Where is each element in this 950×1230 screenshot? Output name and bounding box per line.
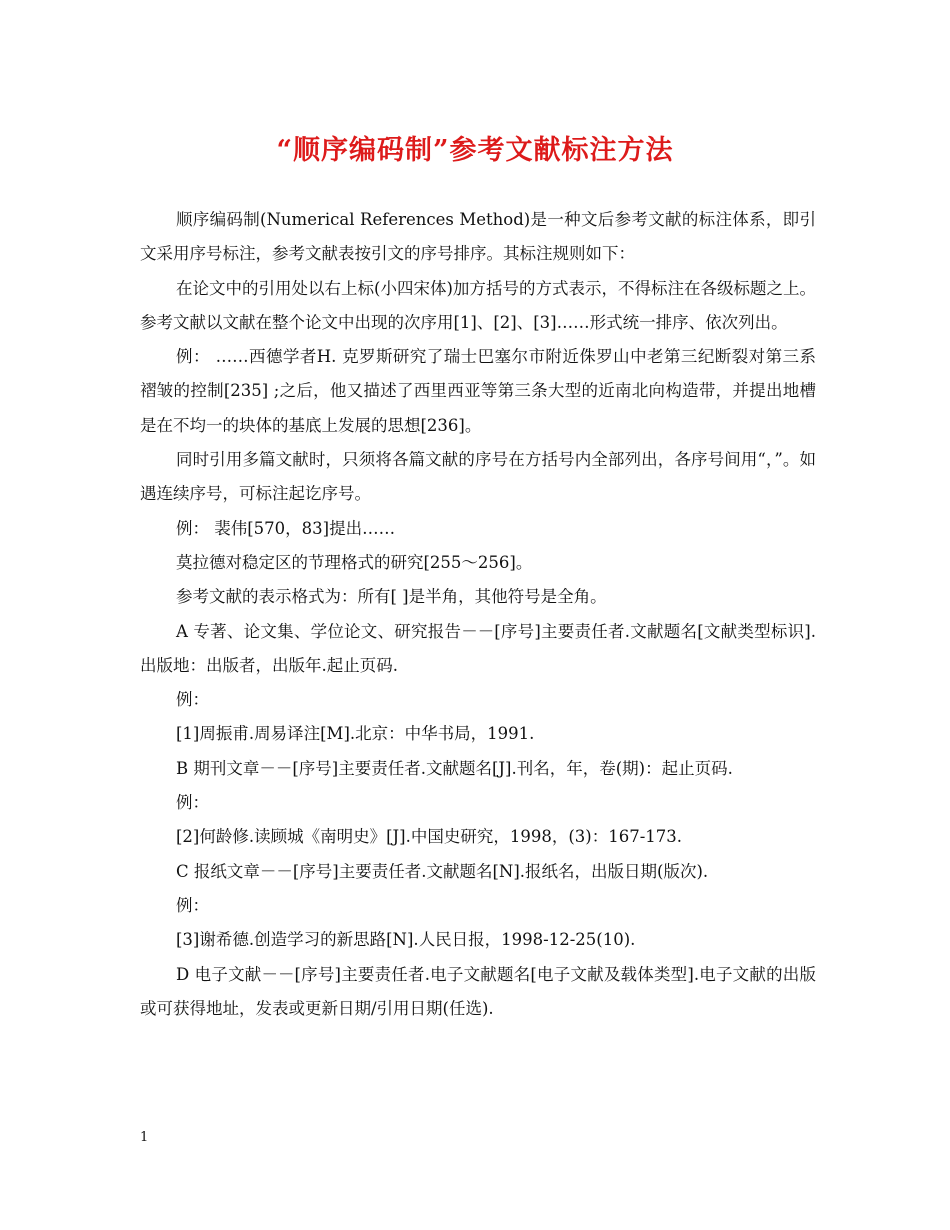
paragraph-example-2: 例： 裴伟[570，83]提出…… [176, 518, 396, 538]
paragraph-format-c: C 报纸文章－－[序号]主要责任者.文献题名[N].报纸名，出版日期(版次). [176, 861, 709, 881]
paragraph-example-label-a: 例： [176, 690, 209, 710]
paragraph-reference-2: [2]何龄修.读顾城《南明史》[J].中国史研究，1998，(3)：167-173. [176, 827, 683, 847]
page-number: 1 [140, 1130, 149, 1145]
paragraph-example-1: 例： ……西德学者H. 克罗斯研究了瑞士巴塞尔市附近侏罗山中老第三纪断裂对第三系褶皱的控制[235] ;之后，他又描述了西里西亚等第三条大型的近南北向构造带，并提出地槽是在不均一的块体的基底上发展的思想[236]。 [140, 347, 816, 435]
paragraph-citation-rule: 在论文中的引用处以右上标(小四宋体)加方括号的方式表示，不得标注在各级标题之上。参考文献以文献在整个论文中出现的次序用[1]、[2]、[3]……形式统一排序、依次列出。 [140, 278, 816, 332]
paragraph-multiple-citation-rule: 同时引用多篇文献时，只须将各篇文献的序号在方括号内全部列出，各序号间用“，”。如遇连续序号，可标注起讫序号。 [140, 450, 816, 504]
paragraph-format-note: 参考文献的表示格式为：所有[ ]是半角，其他符号是全角。 [176, 587, 607, 607]
paragraph-example-label-b: 例： [176, 793, 209, 813]
paragraph-example-3: 莫拉德对稳定区的节理格式的研究[255～256]。 [176, 552, 533, 572]
paragraph-intro: 顺序编码制(Numerical References Method)是一种文后参考文献的标注体系，即引文采用序号标注，参考文献表按引文的序号排序。其标注规则如下： [140, 210, 816, 264]
paragraph-format-a: A 专著、论文集、学位论文、研究报告－－[序号]主要责任者.文献题名[文献类型标识].出版地：出版者，出版年.起止页码. [140, 621, 816, 675]
paragraph-reference-3: [3]谢希德.创造学习的新思路[N].人民日报，1998-12-25(10). [176, 930, 636, 950]
paragraph-example-label-c: 例： [176, 895, 209, 915]
document-body [140, 203, 816, 1026]
paragraph-format-b: B 期刊文章－－[序号]主要责任者.文献题名[J].刊名，年，卷(期)：起止页码. [176, 758, 733, 778]
paragraph-format-d: D 电子文献－－[序号]主要责任者.电子文献题名[电子文献及载体类型].电子文献的出版或可获得地址，发表或更新日期/引用日期(任选). [140, 964, 816, 1018]
document-title: “顺序编码制”参考文献标注方法 [276, 135, 674, 166]
paragraph-reference-1: [1]周振甫.周易译注[M].北京：中华书局，1991. [176, 724, 535, 744]
